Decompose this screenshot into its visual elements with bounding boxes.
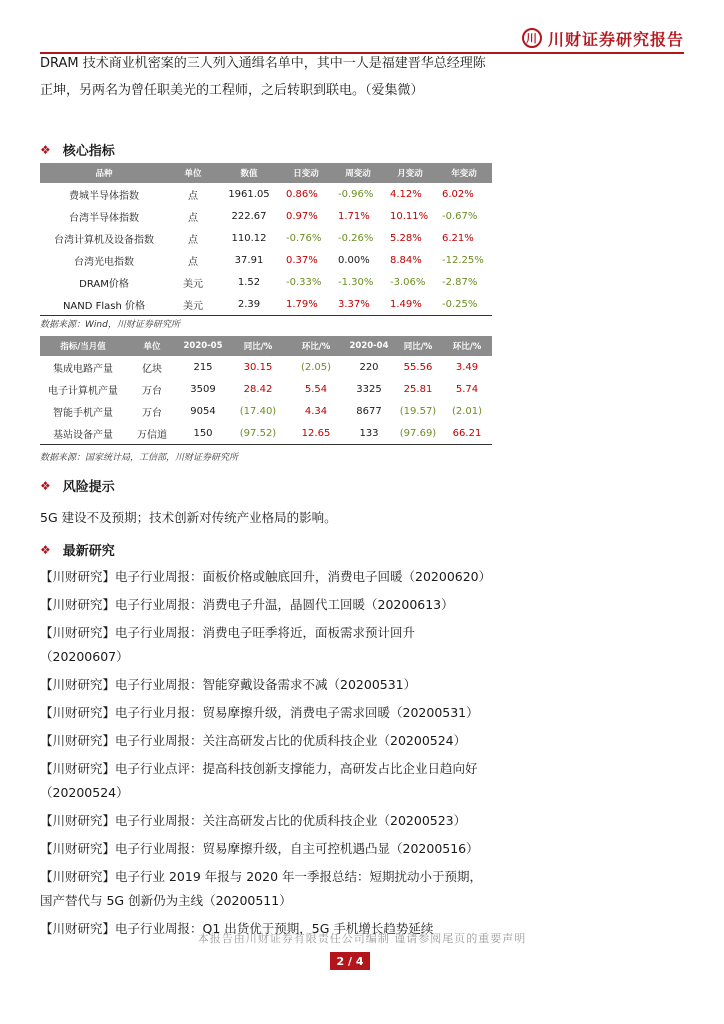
column-header: 单位 [126,336,178,356]
cell-unit: 美元 [168,293,218,316]
cell-name: 基站设备产量 [40,422,126,445]
research-link[interactable]: 【川财研究】电子行业周报：智能穿戴设备需求不减（20200531） [40,677,417,692]
cell-day: -0.76% [286,232,322,244]
cell-yoy: 55.56 [403,361,433,373]
cell-name: 台湾半导体指数 [69,212,139,224]
cell-value: 9054 [190,405,216,417]
table-row [40,356,492,378]
research-link[interactable]: 【川财研究】电子行业周报：Q1 出货优于预期，5G 手机增长趋势延续 [40,921,434,936]
cell-name: 台湾光电指数 [74,256,134,268]
cell-unit: 亿块 [142,363,162,375]
cell-mom: 3.49 [455,361,479,373]
cell-unit: 点 [188,190,198,202]
cell-month: 8.84% [390,254,422,266]
company-logo-icon: 川 [522,28,542,48]
cell-name: NAND Flash 价格 [40,293,168,316]
column-header: 同比/% [228,336,288,356]
cell-month: 4.12% [390,188,422,200]
research-link[interactable]: 【川财研究】电子行业周报：关注高研发占比的优质科技企业（20200524） [40,733,467,748]
column-header: 单位 [168,163,218,183]
section-risk [40,476,115,495]
cell-value: 1.52 [237,276,261,288]
cell-yoy: (19.57) [399,405,437,417]
cell-week: -0.96% [338,188,374,200]
cell-unit: 点 [188,234,198,246]
cell-week: -1.30% [338,276,374,288]
column-header: 2020-04 [344,336,394,356]
table-row [40,205,492,227]
cell-value: 3509 [190,383,216,395]
column-header: 年变动 [436,163,492,183]
cell-mom: (2.01) [451,405,483,417]
table-row [40,422,492,445]
column-header: 2020-05 [178,336,228,356]
cell-name: DRAM价格 [79,278,129,290]
cell-year: -2.87% [442,276,478,288]
research-link[interactable]: 【川财研究】电子行业月报：贸易摩擦升级，消费电子需求回暖（20200531） [40,705,479,720]
cell-month: -3.06% [390,276,426,288]
cell-mom: 5.74 [455,383,479,395]
report-header-brand [522,26,684,50]
cell-year: -0.67% [442,210,478,222]
cell-value: 150 [178,422,228,445]
cell-day: 0.86% [286,188,318,200]
column-header: 环比/% [288,336,344,356]
cell-value: 220 [359,361,379,373]
table-row [40,400,492,422]
research-link[interactable]: 【川财研究】电子行业周报：消费电子旺季将近，面板需求预计回升（20200607） [40,625,416,664]
cell-week: -0.26% [338,232,374,244]
column-header: 指标/当月值 [40,336,126,356]
cell-mom: 12.65 [288,422,344,445]
cell-day: 0.37% [286,254,318,266]
cell-value: 1961.05 [228,188,270,200]
table-header-row [40,163,492,183]
table1-source-note: 数据来源：Wind，川财证券研究所 [40,320,180,330]
cell-yoy: (97.52) [228,422,288,445]
diamond-bullet-icon: ❖ [40,542,51,557]
research-link[interactable]: 【川财研究】电子行业周报：关注高研发占比的优质科技企业（20200523） [40,813,467,828]
table-row [40,271,492,293]
cell-value: 215 [193,361,213,373]
cell-value: 110.12 [231,232,267,244]
research-link[interactable]: 【川财研究】电子行业点评：提高科技创新支撑能力，高研发占比企业日趋向好（20200524） [40,761,478,800]
production-table [40,336,492,445]
cell-name: 电子计算机产量 [48,385,118,397]
intro-paragraph: DRAM 技术商业机密案的三人列入通缉名单中，其中一人是福建晋华总经理陈正坤，另两名为曾任职美光的工程师，之后转职到联电。（爱集微） [40,56,486,98]
column-header: 品种 [40,163,168,183]
research-link[interactable]: 【川财研究】电子行业周报：面板价格或触底回升，消费电子回暖（20200620） [40,569,492,584]
cell-month: 5.28% [390,232,422,244]
page-number: 2 / 4 [330,952,370,970]
section-title: 核心指标 [62,144,115,159]
cell-mom: (2.05) [300,361,332,373]
cell-day: -0.33% [286,276,322,288]
cell-week: 1.71% [338,210,370,222]
table-row [40,227,492,249]
cell-yoy: 30.15 [243,361,273,373]
section-latest-research [40,540,115,559]
section-title: 最新研究 [62,544,115,559]
cell-unit: 万台 [142,385,162,397]
cell-yoy: (97.69) [394,422,442,445]
cell-value: 37.91 [234,254,264,266]
table-row [40,293,492,316]
table-row [40,378,492,400]
column-header: 环比/% [442,336,492,356]
table-row [40,249,492,271]
research-link[interactable]: 【川财研究】电子行业 2019 年报与 2020 年一季报总结：短期扰动小于预期，国产替代与 5G 创新仍为主线（20200511） [40,869,483,908]
column-header: 数值 [218,163,280,183]
cell-unit: 万信道 [126,422,178,445]
table2-source-note: 数据来源：国家统计局，工信部，川财证券研究所 [40,453,239,463]
cell-value: 2.39 [218,293,280,316]
cell-mom: 4.34 [304,405,328,417]
column-header: 日变动 [280,163,332,183]
cell-week: 0.00% [338,254,370,266]
cell-year: -0.25% [436,293,492,316]
cell-year: 6.02% [442,188,474,200]
table-header-row [40,336,492,356]
cell-month: 10.11% [390,210,429,222]
cell-week: 3.37% [332,293,384,316]
section-title: 风险提示 [62,480,115,495]
diamond-bullet-icon: ❖ [40,142,51,157]
cell-unit: 美元 [183,278,203,290]
cell-day: 1.79% [280,293,332,316]
cell-mom: 5.54 [304,383,328,395]
column-header: 月变动 [384,163,436,183]
cell-day: 0.97% [286,210,318,222]
cell-yoy: 28.42 [243,383,273,395]
cell-name: 智能手机产量 [53,407,113,419]
research-link[interactable]: 【川财研究】电子行业周报：贸易摩擦升级，自主可控机遇凸显（20200516） [40,841,479,856]
cell-name: 集成电路产量 [53,363,113,375]
research-link[interactable]: 【川财研究】电子行业周报：消费电子升温，晶圆代工回暖（20200613） [40,597,454,612]
section-core-indicators [40,140,115,159]
cell-name: 台湾计算机及设备指数 [54,234,154,246]
cell-unit: 万台 [142,407,162,419]
cell-year: 6.21% [442,232,474,244]
research-list [40,565,492,945]
cell-unit: 点 [188,212,198,224]
cell-yoy: 25.81 [403,383,433,395]
cell-value: 222.67 [231,210,267,222]
cell-value: 8677 [356,405,382,417]
cell-value: 3325 [356,383,382,395]
header-title: 川财证券研究报告 [547,29,684,49]
cell-mom: 66.21 [442,422,492,445]
cell-unit: 点 [188,256,198,268]
risk-text: 5G 建设不及预期；技术创新对传统产业格局的影响。 [40,510,337,525]
diamond-bullet-icon: ❖ [40,478,51,493]
column-header: 同比/% [394,336,442,356]
cell-name: 费城半导体指数 [69,190,139,202]
table-row [40,183,492,205]
cell-value: 133 [344,422,394,445]
cell-year: -12.25% [442,254,484,266]
core-indicators-table [40,163,492,316]
footer-disclaimer: 本报告由川财证券有限责任公司编制 谨请参阅尾页的重要声明 [197,932,527,945]
cell-yoy: (17.40) [239,405,277,417]
column-header: 周变动 [332,163,384,183]
cell-month: 1.49% [384,293,436,316]
